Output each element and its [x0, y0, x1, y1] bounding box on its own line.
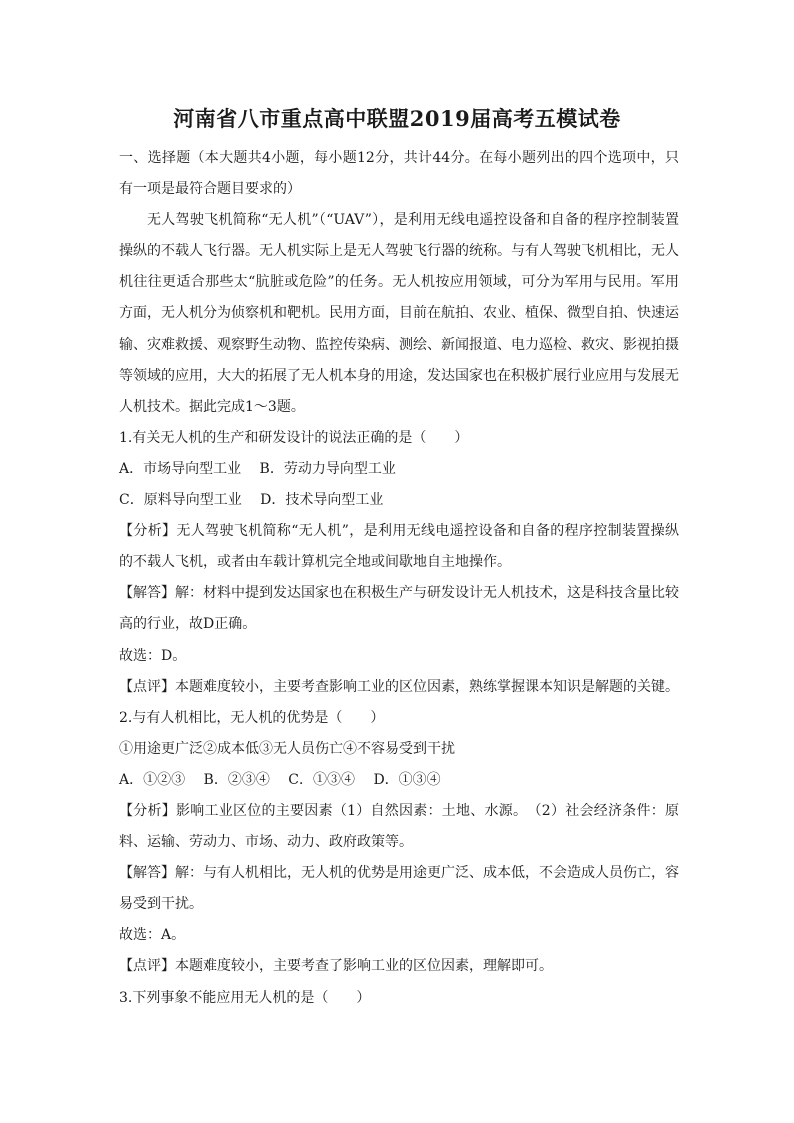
- question-2-options: A．①②③ B．②③④ C．①③④ D．①③④: [119, 771, 441, 788]
- question-1-solution: 【解答】解：材料中提到发达国家也在积极生产与研发设计无人机技术，这是科技含量比较高的行业，故D正确。: [119, 585, 679, 633]
- question-2-stem: 2.与有人机相比，无人机的优势是（ ）: [119, 709, 385, 726]
- document-body: [119, 143, 679, 1014]
- page-title: 河南省八市重点高中联盟2019届高考五模试卷: [173, 106, 621, 131]
- question-1-analysis: 【分析】无人驾驶飞机简称“无人机”，是利用无线电遥控设备和自备的程序控制装置操纵的不载人飞机，或者由车载计算机完全地或间歇地自主地操作。: [119, 523, 679, 571]
- question-2-solution: 【解答】解：与有人机相比，无人机的优势是用途更广泛、成本低，不会造成人员伤亡，容易受到干扰。: [119, 865, 679, 913]
- question-1-options-ab: A．市场导向型工业 B．劳动力导向型工业: [119, 460, 396, 477]
- question-1-answer: 故选：D。: [119, 647, 187, 664]
- section-header: 一、选择题（本大题共4小题，每小题12分，共计44分。在每小题列出的四个选项中，只有一项是最符合题目要求的）: [119, 150, 679, 198]
- question-3-stem: 3.下列事象不能应用无人机的是（ ）: [119, 989, 371, 1006]
- question-1-comment: 【点评】本题难度较小，主要考查影响工业的区位因素，熟练掌握课本知识是解题的关键。: [119, 678, 679, 695]
- question-2-comment: 【点评】本题难度较小，主要考查了影响工业的区位因素，理解即可。: [119, 958, 553, 975]
- question-2-analysis: 【分析】影响工业区位的主要因素（1）自然因素：土地、水源。 （2）社会经济条件：原料、运输、劳动力、市场、动力、政府政策等。: [119, 802, 679, 851]
- question-2-items: ①用途更广泛②成本低③无人员伤亡④不容易受到干扰: [119, 740, 455, 757]
- question-1-stem: 1.有关无人机的生产和研发设计的说法正确的是（ ）: [119, 429, 469, 446]
- question-1-options-cd: C．原料导向型工业 D．技术导向型工业: [119, 492, 384, 509]
- reading-passage: 无人驾驶飞机简称“无人机”（“UAV”），是利用无线电遥控设备和自备的程序控制装置操纵的不载人飞行器。无人机实际上是无人驾驶飞行器的统称。与有人驾驶飞机相比，无人机往往更适合那些太“肮脏或危险”的任务。无人机按应用领域，可分为军用与民用。军用方面，无人机分为侦察机和靶机。民用方面，目前在航拍、农业、植保、微型自拍、快速运输、灾难救援、观察野生动物、监控传染病、测绘、新闻报道、电力巡检、救灾、影视拍摄等领域的应用，大大的拓展了无人机本身的用途，发达国家也在积极扩展行业应用与发展无人机技术。据此完成1～3题。: [119, 212, 679, 415]
- question-2-answer: 故选：A。: [119, 927, 186, 944]
